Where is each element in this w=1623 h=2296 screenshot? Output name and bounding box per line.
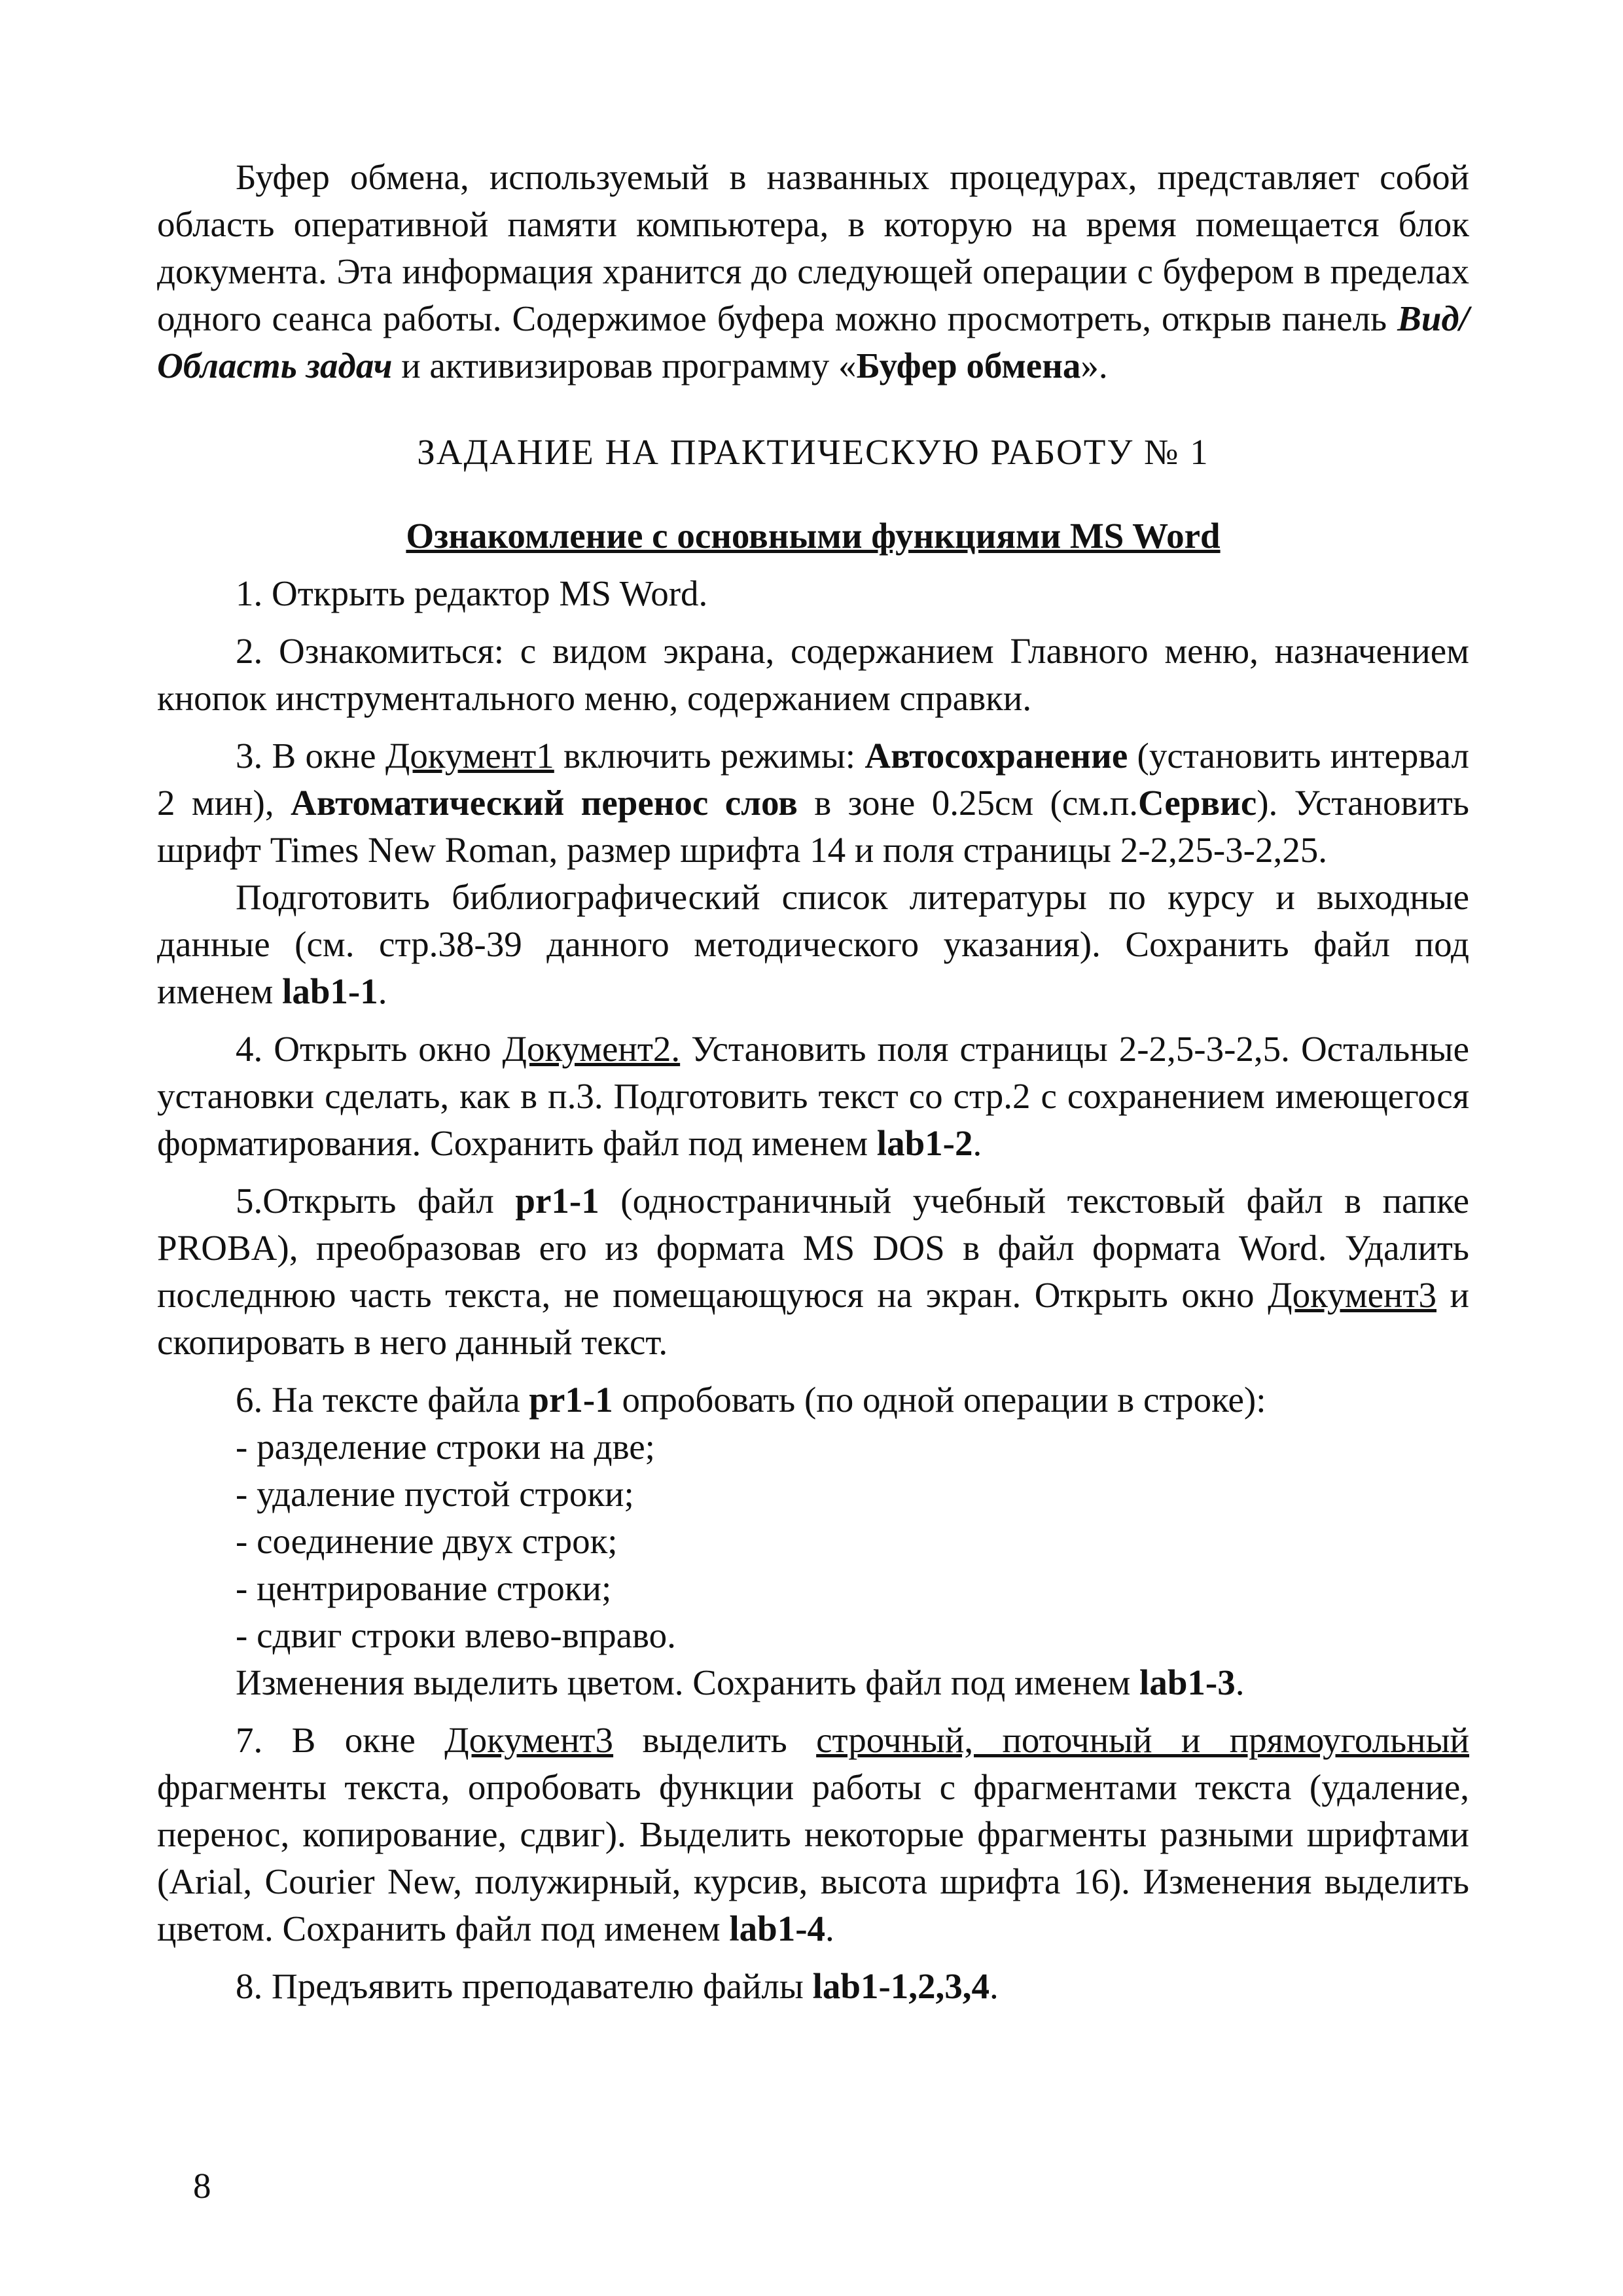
fragment-types: строчный, поточный и прямоугольный — [816, 1720, 1469, 1760]
task-3-bibliography: Подготовить библиографический список литературы по курсу и выходные данные (см. стр.38-39 данного методического указания). Сохранить файл под именем lab1-1. — [157, 877, 1469, 1011]
mode-autohyphen: Автоматический перенос слов — [291, 783, 798, 823]
file-name: lab1-1 — [282, 971, 378, 1011]
document-name: Документ2. — [502, 1029, 681, 1069]
task-2: 2. Ознакомиться: с видом экрана, содержанием Главного меню, назначением кнопок инструментального меню, содержанием справки. — [157, 631, 1469, 718]
file-name: lab1-4 — [729, 1909, 826, 1948]
file-name: lab1-2 — [876, 1123, 973, 1163]
document-page — [157, 154, 1469, 2010]
list-item: - центрирование строки; — [236, 1568, 612, 1608]
file-list: lab1-1,2,3,4 — [812, 1966, 990, 2006]
intro-paragraph: Буфер обмена, используемый в названных процедурах, представляет собой область оперативной памяти компьютера, в которую на время помещается блок документа. Эта информация хранится до следующей операции с буфером в пределах одного сеанса работы. Содержимое буфера можно просмотреть, открыв панель Вид/Область задач и активизировав программу «Буфер обмена». — [157, 157, 1469, 386]
section-heading: ЗАДАНИЕ НА ПРАКТИЧЕСКУЮ РАБОТУ № 1 — [417, 432, 1209, 472]
document-name: Документ1 — [385, 736, 554, 776]
document-name: Документ3 — [1268, 1275, 1436, 1315]
task-3: 3. В окне Документ1 включить режимы: Автосохранение (установить интервал 2 мин), Автоматический перенос слов в зоне 0.25см (см.п.Сервис). Установить шрифт Times New Roman, размер шрифта 14 и поля страницы 2-2,25-3-2,25. — [157, 736, 1470, 870]
document-name: Документ3 — [444, 1720, 614, 1760]
file-name: pr1-1 — [529, 1380, 613, 1420]
task-7: 7. В окне Документ3 выделить строчный, поточный и прямоугольный фрагменты текста, опробовать функции работы с фрагментами текста (удаление, перенос, копирование, сдвиг). Выделить некоторые фрагменты разными шрифтами (Arial, Courier New, полужирный, курсив, высота шрифта 16). Изменения выделить цветом. Сохранить файл под именем lab1-4. — [157, 1720, 1469, 1948]
file-name: pr1-1 — [515, 1181, 599, 1221]
menu-service: Сервис — [1138, 783, 1257, 823]
program-name: Буфер обмена — [856, 346, 1081, 386]
task-5: 5.Открыть файл pr1-1 (одностраничный учебный текстовый файл в папке PROBA), преобразовав его из формата MS DOS в файл формата Word. Удалить последнюю часть текста, не помещающуюся на экран. Открыть окно Документ3 и скопировать в него данный текст. — [157, 1181, 1469, 1362]
task-6: 6. На тексте файла pr1-1 опробовать (по одной операции в строке): — [236, 1380, 1266, 1420]
task-6-save: Изменения выделить цветом. Сохранить файл под именем lab1-3. — [236, 1662, 1245, 1702]
list-item: - сдвиг строки влево-вправо. — [236, 1615, 676, 1655]
task-4: 4. Открыть окно Документ2. Установить поля страницы 2-2,5-3-2,5. Остальные установки сделать, как в п.3. Подготовить текст со стр.2 с сохранением имеющегося форматирования. Сохранить файл под именем lab1-2. — [157, 1029, 1469, 1163]
mode-autosave: Автосохранение — [865, 736, 1128, 776]
task-1: 1. Открыть редактор MS Word. — [236, 573, 708, 613]
page-number: 8 — [193, 2166, 211, 2206]
list-item: - соединение двух строк; — [236, 1521, 618, 1561]
task-8: 8. Предъявить преподавателю файлы lab1-1,2,3,4. — [236, 1966, 999, 2006]
file-name: lab1-3 — [1139, 1662, 1236, 1702]
list-item: - удаление пустой строки; — [236, 1474, 634, 1514]
list-item: - разделение строки на две; — [236, 1427, 655, 1467]
menu-path: Вид/Область задач — [157, 298, 1469, 386]
section-subheading: Ознакомление с основными функциями MS Word — [406, 516, 1221, 556]
